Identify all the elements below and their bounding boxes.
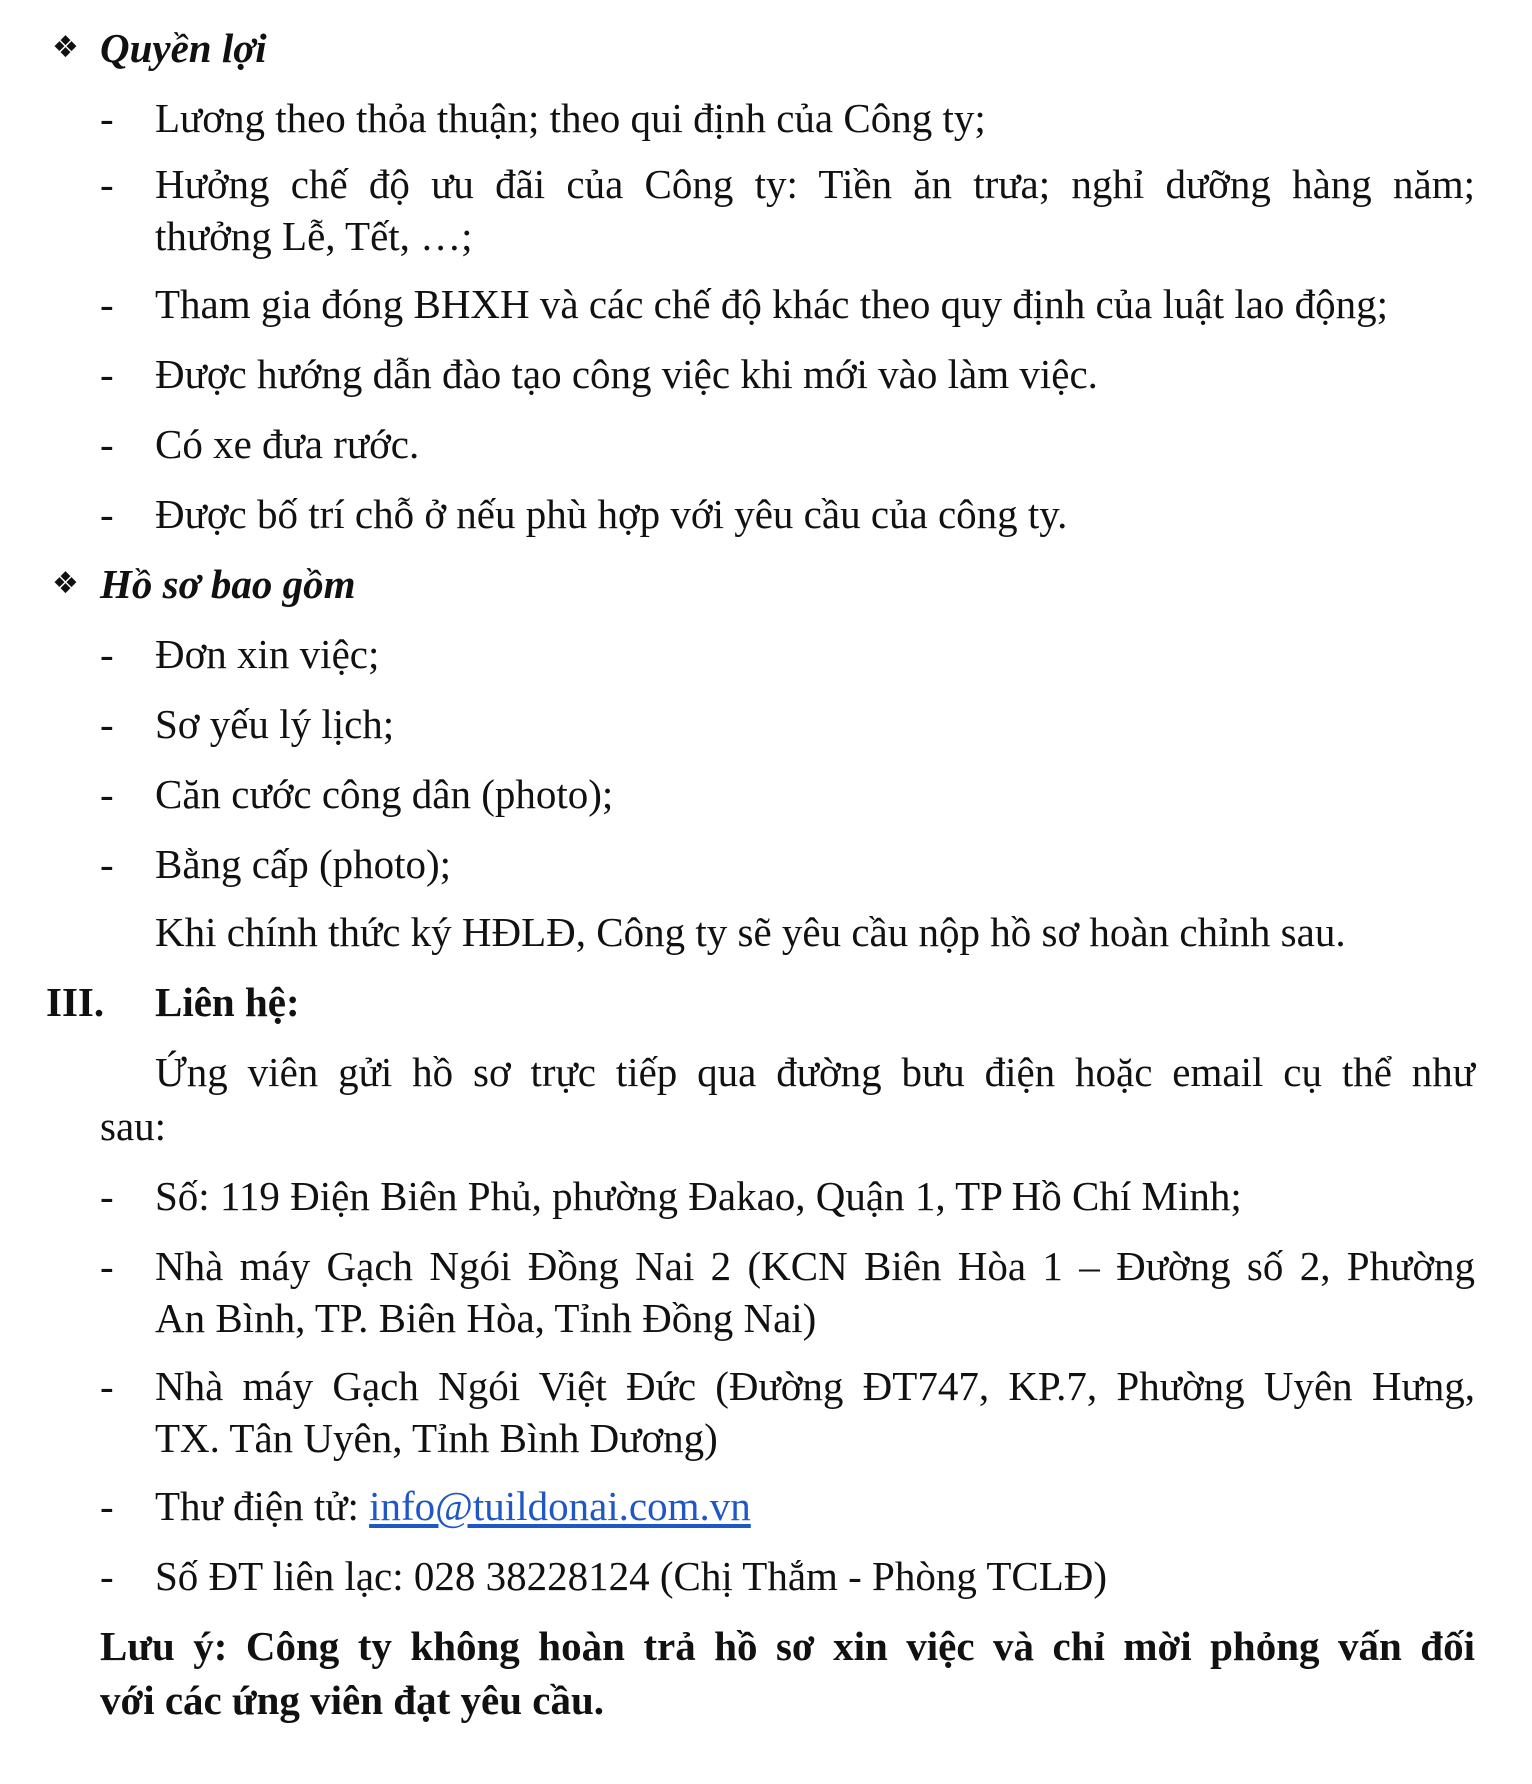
section-heading-documents: Hồ sơ bao gồm bbox=[100, 561, 356, 607]
dash-bullet: - bbox=[100, 1173, 114, 1219]
dash-bullet: - bbox=[100, 491, 114, 537]
dash-bullet: - bbox=[100, 161, 114, 207]
section-heading-benefits: Quyền lợi bbox=[100, 25, 267, 71]
list-item: Sơ yếu lý lịch; bbox=[155, 701, 395, 747]
dash-bullet: - bbox=[100, 421, 114, 467]
contact-intro: Ứng viên gửi hồ sơ trực tiếp qua đường bưu điện hoặc email cụ thể như bbox=[155, 1049, 1475, 1095]
dash-bullet: - bbox=[100, 1363, 114, 1409]
contact-address-dongnai-continuation: An Bình, TP. Biên Hòa, Tỉnh Đồng Nai) bbox=[155, 1295, 817, 1341]
contact-email-row bbox=[155, 1480, 751, 1532]
dash-bullet: - bbox=[100, 1553, 114, 1599]
list-item: Được bố trí chỗ ở nếu phù hợp với yêu cầu của công ty. bbox=[155, 491, 1068, 537]
dash-bullet: - bbox=[100, 281, 114, 327]
important-note: Lưu ý: Công ty không hoàn trả hồ sơ xin việc và chỉ mời phỏng vấn đối bbox=[100, 1623, 1475, 1669]
important-note-continuation: với các ứng viên đạt yêu cầu. bbox=[100, 1677, 604, 1723]
list-item: Có xe đưa rước. bbox=[155, 421, 420, 467]
contact-address-vietduc: Nhà máy Gạch Ngói Việt Đức (Đường ĐT747, KP.7, Phường Uyên Hưng, bbox=[155, 1363, 1475, 1409]
dash-bullet: - bbox=[100, 95, 114, 141]
list-item: Đơn xin việc; bbox=[155, 631, 380, 677]
list-item: Bằng cấp (photo); bbox=[155, 841, 452, 887]
dash-bullet: - bbox=[100, 1483, 114, 1529]
email-link[interactable]: info@tuildonai.com.vn bbox=[369, 1483, 751, 1529]
contact-intro-continuation: sau: bbox=[100, 1103, 167, 1149]
dash-bullet: - bbox=[100, 351, 114, 397]
list-item-continuation: thưởng Lễ, Tết, …; bbox=[155, 213, 473, 259]
diamond-bullet-icon: ❖ bbox=[52, 566, 79, 601]
diamond-bullet-icon: ❖ bbox=[52, 30, 79, 65]
list-item: Được hướng dẫn đào tạo công việc khi mới vào làm việc. bbox=[155, 351, 1098, 397]
contact-phone: Số ĐT liên lạc: 028 38228124 (Chị Thắm - Phòng TCLĐ) bbox=[155, 1553, 1108, 1599]
email-label: Thư điện tử: bbox=[155, 1483, 359, 1529]
dash-bullet: - bbox=[100, 701, 114, 747]
list-item: Hưởng chế độ ưu đãi của Công ty: Tiền ăn trưa; nghỉ dưỡng hàng năm; bbox=[155, 161, 1475, 207]
documents-note: Khi chính thức ký HĐLĐ, Công ty sẽ yêu cầu nộp hồ sơ hoàn chỉnh sau. bbox=[155, 909, 1346, 955]
dash-bullet: - bbox=[100, 631, 114, 677]
contact-address-dongnai: Nhà máy Gạch Ngói Đồng Nai 2 (KCN Biên Hòa 1 – Đường số 2, Phường bbox=[155, 1243, 1475, 1289]
section-number: III. bbox=[46, 979, 105, 1025]
list-item: Căn cước công dân (photo); bbox=[155, 771, 614, 817]
contact-address-hcm: Số: 119 Điện Biên Phủ, phường Đakao, Quận 1, TP Hồ Chí Minh; bbox=[155, 1173, 1242, 1219]
dash-bullet: - bbox=[100, 771, 114, 817]
dash-bullet: - bbox=[100, 1243, 114, 1289]
list-item: Lương theo thỏa thuận; theo qui định của Công ty; bbox=[155, 95, 986, 141]
contact-address-vietduc-continuation: TX. Tân Uyên, Tỉnh Bình Dương) bbox=[155, 1415, 718, 1461]
list-item: Tham gia đóng BHXH và các chế độ khác theo quy định của luật lao động; bbox=[155, 281, 1389, 327]
dash-bullet: - bbox=[100, 841, 114, 887]
section-heading-contact: Liên hệ: bbox=[155, 979, 300, 1025]
